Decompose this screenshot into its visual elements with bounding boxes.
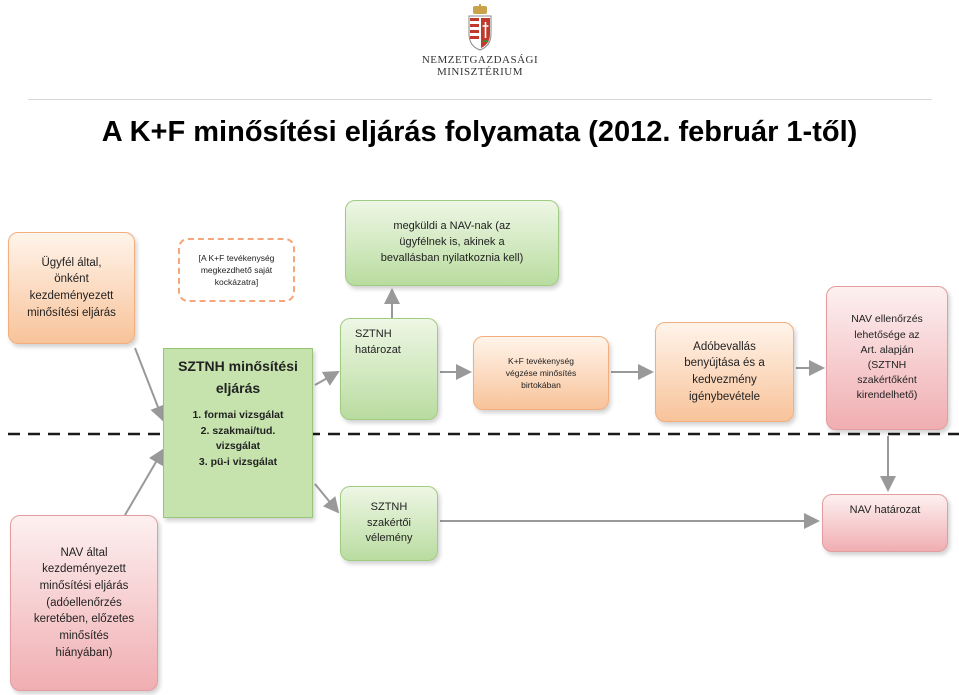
sztnh-procedure-title: SZTNH minősítési eljárás: [178, 358, 298, 397]
arrow-procedure-to-expert: [315, 484, 338, 512]
arrow-client-to-procedure: [135, 348, 163, 420]
sztnh-expert-box: [340, 486, 438, 561]
client-initiated-box: [8, 232, 135, 344]
nav-initiated-box: [10, 515, 158, 691]
own-risk-note-text: [A K+F tevékenység megkezdhető saját kockázatra]: [198, 252, 275, 288]
arrow-nav-to-procedure: [125, 450, 163, 515]
nav-notify-box: [345, 200, 559, 286]
sztnh-decision-box: [340, 318, 438, 420]
rd-activity-box: [473, 336, 609, 410]
client-initiated-text: Ügyfél által, önként kezdeményezett minősítési eljárás: [27, 256, 116, 319]
sztnh-expert-text: SZTNH szakértői vélemény: [365, 500, 413, 545]
ministry-name-line2: MINISZTÉRIUM: [436, 66, 524, 78]
page-title: A K+F minősítési eljárás folyamata (2012. február 1-től): [101, 116, 858, 148]
sztnh-decision-text: SZTNH határozat: [355, 328, 401, 356]
own-risk-note-box: [178, 238, 295, 302]
nav-check-box: [826, 286, 948, 430]
tax-return-text: Adóbevallás benyújtása és a kedvezmény igénybevétele: [684, 340, 765, 403]
sztnh-procedure-box: [163, 348, 313, 518]
arrow-procedure-to-decision: [315, 372, 338, 385]
nav-initiated-text: NAV által kezdeményezett minősítési eljárás (adóellenőrzés keretében, előzetes minősítés hiányában): [33, 546, 135, 659]
rd-activity-text: K+F tevékenység végzése minősítés birtokában: [505, 355, 577, 391]
tax-return-box: [655, 322, 794, 422]
nav-check-text: NAV ellenőrzés lehetősége az Art. alapján (SZTNH szakértőként kirendelhető): [851, 313, 923, 402]
ministry-name-line1: NEMZETGAZDASÁGI: [421, 54, 539, 66]
nav-decision-box: [822, 494, 948, 552]
nav-decision-text: NAV határozat: [849, 504, 921, 516]
sztnh-procedure-steps: 1. formai vizsgálat 2. szakmai/tud. vizsgálat 3. pü-i vizsgálat: [192, 408, 284, 469]
nav-notify-text: megküldi a NAV-nak (az ügyfélnek is, akinek a bevallásban nyilatkoznia kell): [380, 220, 524, 264]
